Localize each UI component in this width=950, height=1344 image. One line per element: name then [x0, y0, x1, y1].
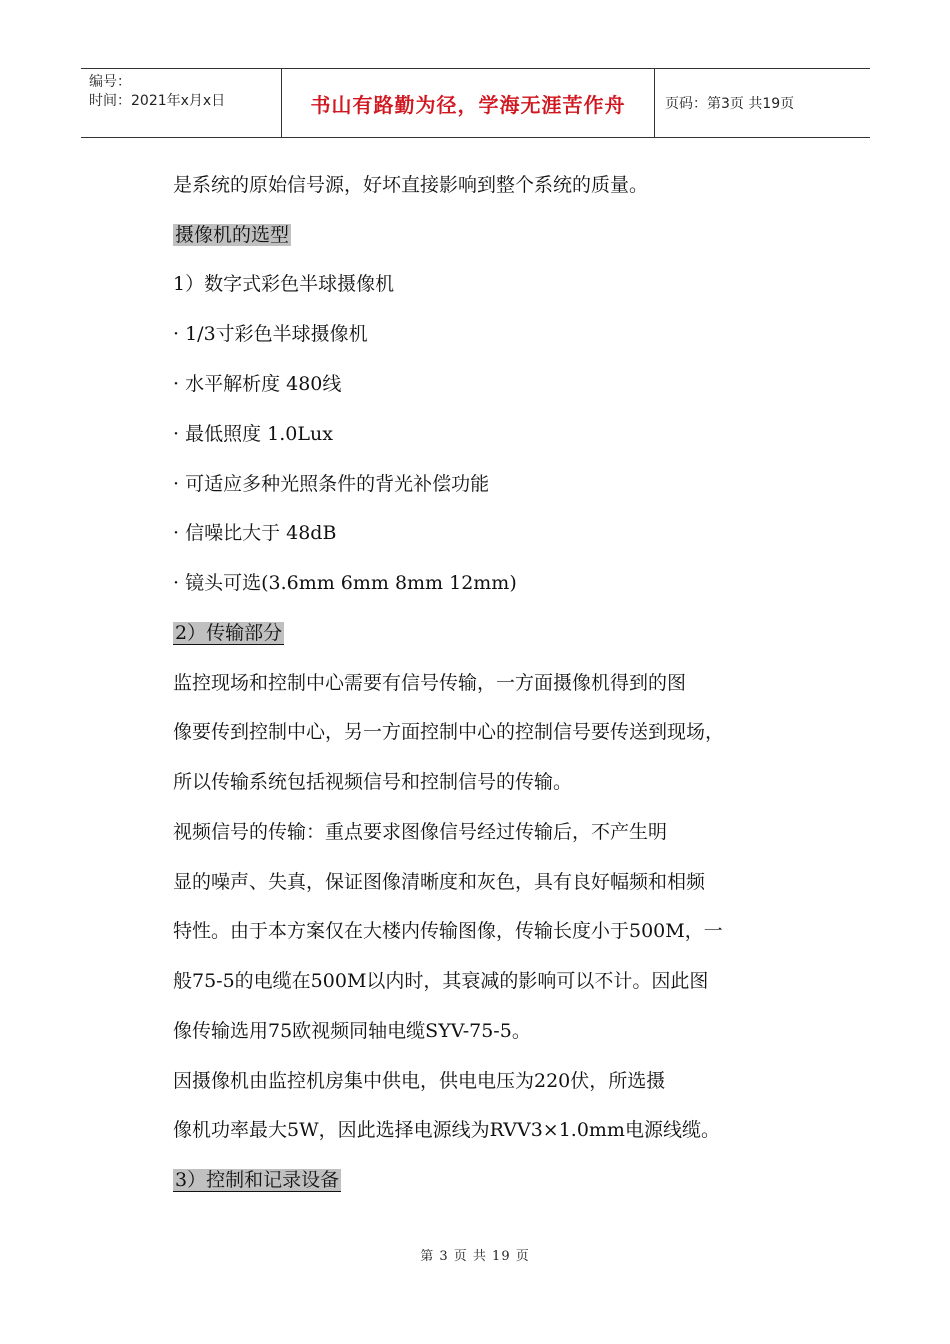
paragraph-line: 因摄像机由监控机房集中供电，供电电压为220伏，所选摄 [173, 1070, 666, 1092]
paragraph-line: 般75-5的电缆在500M以内时，其衰减的影响可以不计。因此图 [173, 970, 709, 992]
subheading-camera-type: 1）数字式彩色半球摄像机 [173, 273, 395, 295]
paragraph-line: 是系统的原始信号源，好坏直接影响到整个系统的质量。 [173, 174, 649, 196]
spec-list-item: · 1/3寸彩色半球摄像机 [173, 323, 368, 345]
page-header [81, 68, 870, 138]
spec-list-item: · 最低照度 1.0Lux [173, 423, 333, 445]
header-motto: 书山有路勤为径，学海无涯苦作舟 [281, 69, 655, 137]
heading-text: 3）控制和记录设备 [175, 1169, 340, 1191]
header-page-number: 页码：第3页 共19页 [665, 96, 795, 112]
document-number-label: 编号： [89, 74, 131, 90]
paragraph-line: 监控现场和控制中心需要有信号传输，一方面摄像机得到的图 [173, 672, 687, 694]
spec-list-item: · 可适应多种光照条件的背光补偿功能 [173, 473, 490, 495]
paragraph-line: 所以传输系统包括视频信号和控制信号的传输。 [173, 771, 573, 793]
paragraph-line: 像传输选用75欧视频同轴电缆SYV-75-5。 [173, 1020, 531, 1042]
spec-list-item: · 水平解析度 480线 [173, 373, 342, 395]
document-date-label: 时间：2021年x月x日 [89, 93, 226, 109]
section-heading-control-recording [173, 1167, 341, 1193]
heading-text: 摄像机的选型 [175, 224, 290, 246]
paragraph-line: 像机功率最大5W，因此选择电源线为RVV3×1.0mm电源线缆。 [173, 1119, 720, 1141]
page-footer: 第 3 页 共 19 页 [420, 1249, 530, 1264]
paragraph-line: 视频信号的传输：重点要求图像信号经过传输后，不产生明 [173, 821, 668, 843]
spec-list-item: · 信噪比大于 48dB [173, 522, 337, 544]
section-heading-transmission [173, 620, 284, 646]
paragraph-line: 像要传到控制中心，另一方面控制中心的控制信号要传送到现场， [173, 721, 725, 743]
heading-text: 2）传输部分 [175, 622, 283, 644]
header-info [81, 69, 281, 137]
paragraph-line: 显的噪声、失真，保证图像清晰度和灰色，具有良好幅频和相频 [173, 871, 706, 893]
section-heading-camera-selection [173, 222, 291, 248]
paragraph-line: 特性。由于本方案仅在大楼内传输图像，传输长度小于500M，一 [173, 920, 723, 942]
spec-list-item: · 镜头可选(3.6mm 6mm 8mm 12mm) [173, 572, 517, 594]
